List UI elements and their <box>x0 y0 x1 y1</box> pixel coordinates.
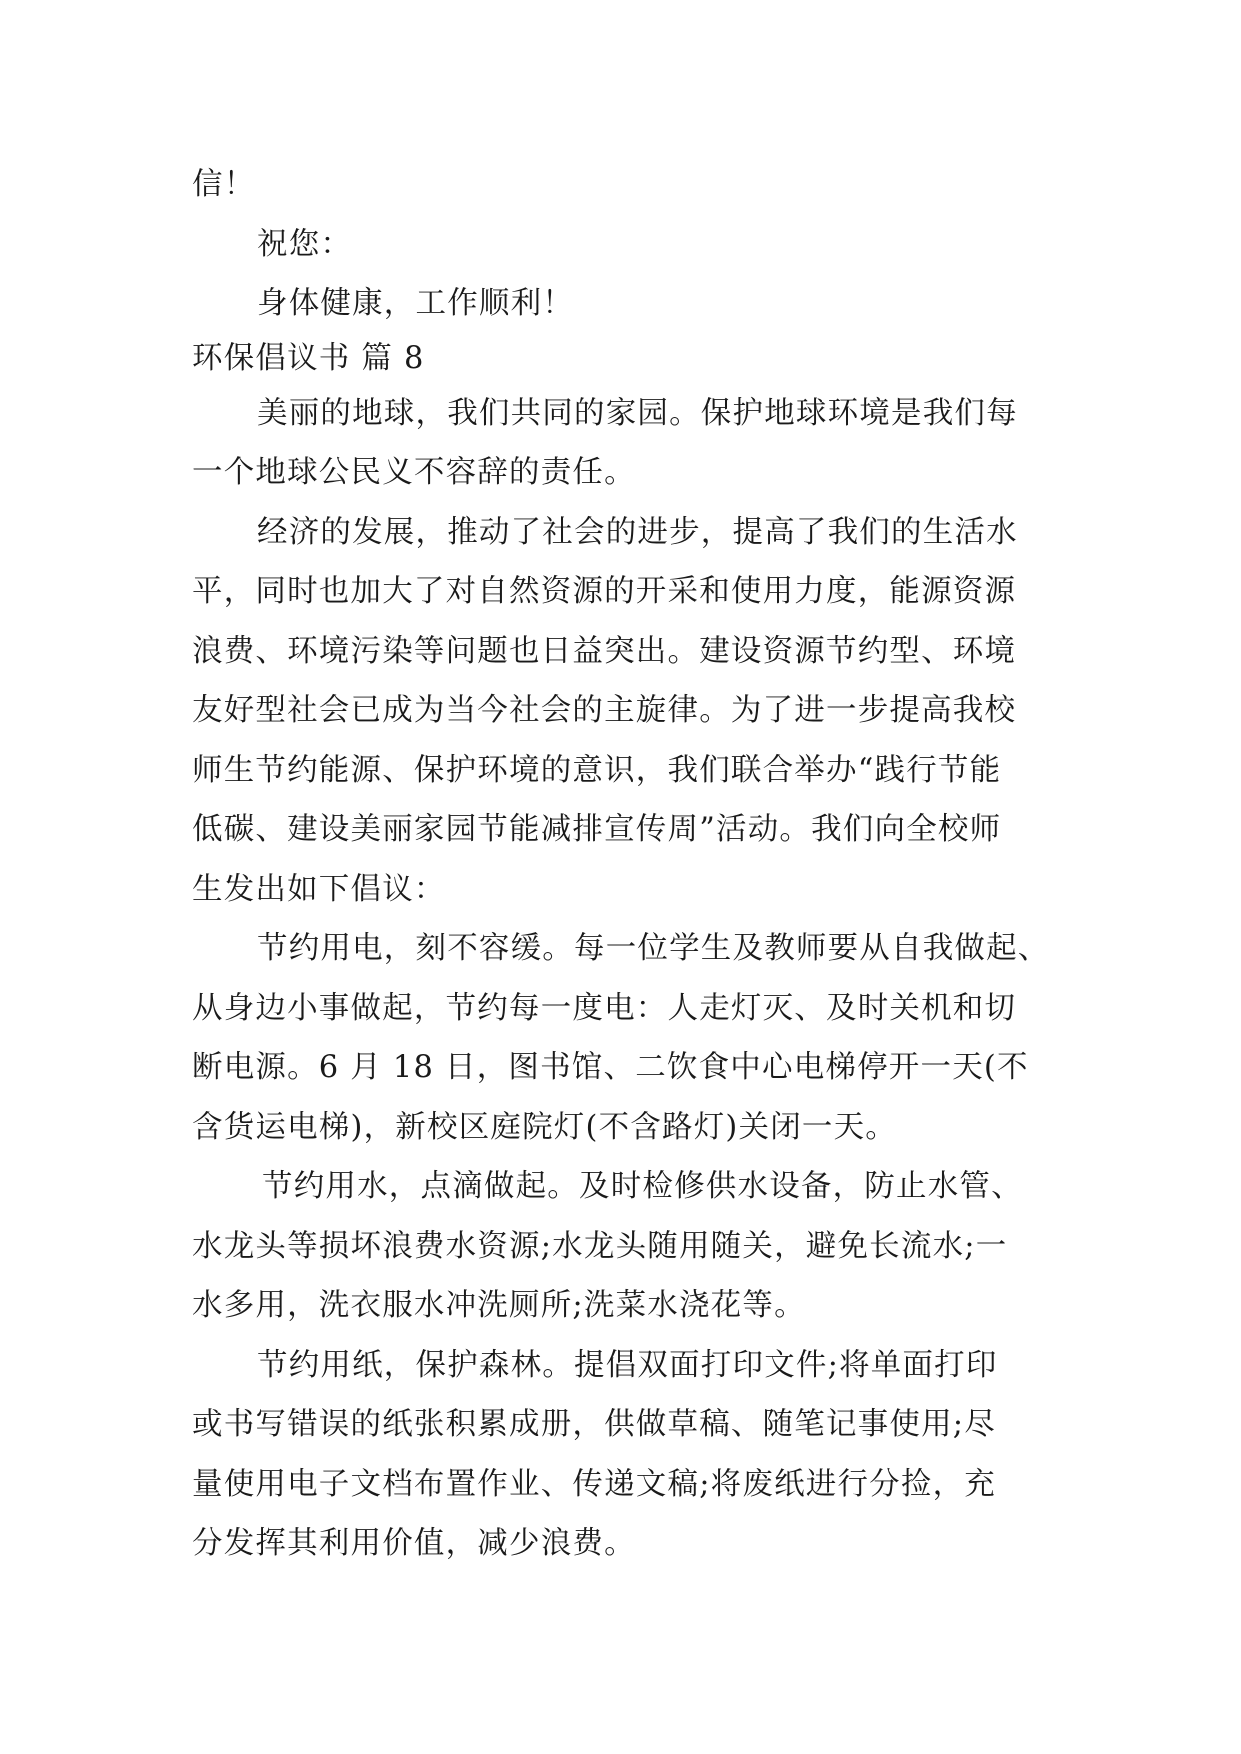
paragraph-line: 一个地球公民义不容辞的责任。 <box>192 455 636 490</box>
paragraph-line: 节约用水，点滴做起。及时检修供水设备，防止水管、 <box>262 1169 1023 1204</box>
paragraph-line: 分发挥其利用价值，减少浪费。 <box>192 1526 636 1561</box>
paragraph-line: 或书写错误的纸张积累成册，供做草稿、随笔记事使用;尽 <box>192 1407 996 1442</box>
paragraph-line: 水龙头等损坏浪费水资源;水龙头随用随关，避免长流水;一 <box>192 1228 1008 1264</box>
paragraph-line: 节约用纸，保护森林。提倡双面打印文件;将单面打印 <box>257 1347 998 1383</box>
paragraph-line: 友好型社会已成为当今社会的主旋律。为了进一步提高我校 <box>192 693 1017 728</box>
document-body <box>192 155 1072 1574</box>
section-title: 环保倡议书 篇 8 <box>192 340 425 376</box>
paragraph-line: 水多用，洗衣服水冲洗厕所;洗菜水浇花等。 <box>192 1288 806 1323</box>
paragraph-line: 浪费、环境污染等问题也日益突出。建设资源节约型、环境 <box>192 633 1017 669</box>
paragraph-line: 含货运电梯)，新校区庭院灯(不含路灯)关闭一天。 <box>192 1109 897 1145</box>
paragraph-line: 生发出如下倡议： <box>192 871 446 907</box>
paragraph-line: 节约用电，刻不容缓。每一位学生及教师要从自我做起、 <box>257 931 1050 966</box>
wishes: 身体健康，工作顺利！ <box>257 286 574 321</box>
paragraph-line: 师生节约能源、保护环境的意识，我们联合举办“践行节能 <box>192 752 1002 788</box>
salutation: 祝您： <box>257 226 353 262</box>
paragraph-line: 美丽的地球，我们共同的家园。保护地球环境是我们每 <box>257 395 1018 431</box>
paragraph-line: 低碳、建设美丽家园节能减排宣传周”活动。我们向全校师 <box>192 812 1002 847</box>
paragraph-line: 量使用电子文档布置作业、传递文稿;将废纸进行分捡，充 <box>192 1466 996 1502</box>
paragraph-line: 断电源。6 月 18 日，图书馆、二饮食中心电梯停开一天(不 <box>192 1050 1029 1085</box>
paragraph-line: 从身边小事做起，节约每一度电：人走灯灭、及时关机和切 <box>192 990 1017 1026</box>
paragraph-line: 平，同时也加大了对自然资源的开采和使用力度，能源资源 <box>192 574 1017 609</box>
paragraph-line: 经济的发展，推动了社会的进步，提高了我们的生活水 <box>257 514 1018 550</box>
closing-line: 信！ <box>192 167 256 202</box>
